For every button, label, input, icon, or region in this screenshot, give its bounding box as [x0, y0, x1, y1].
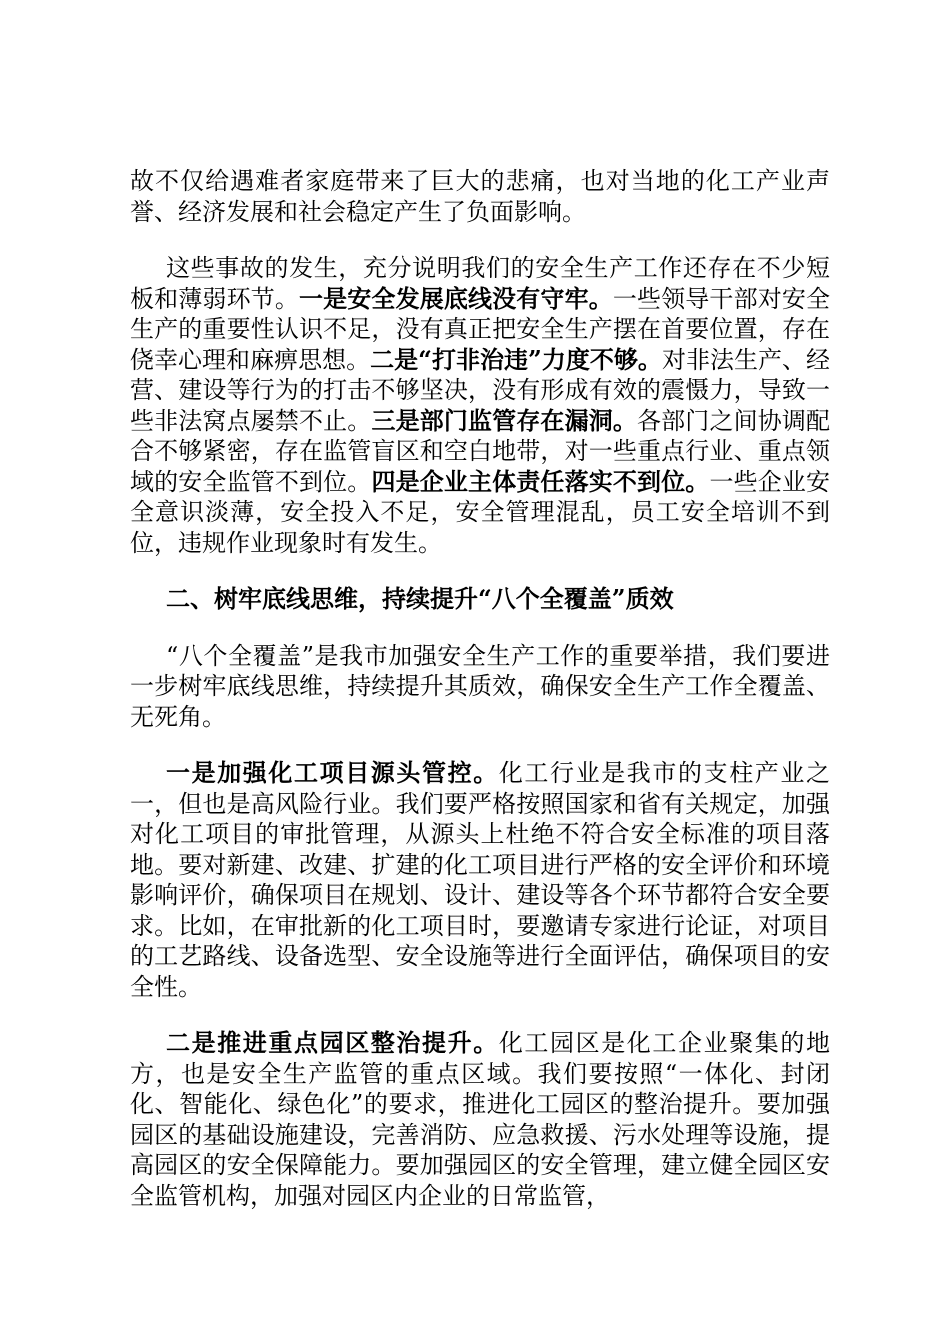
paragraph-4-text: 化工行业是我市的支柱产业之一，但也是高风险行业。我们要严格按照国家和省有关规定，加强对化工项目的审批管理，从源头上杜绝不符合安全标准的项目落地。要对新建、改建、扩建的化工项目进行严格的安全评价和环境影响评价，确保项目在规划、设计、建设等各个环节都符合安全要求。比如，在审批新的化工项目时，要邀请专家进行论证，对项目的工艺路线、设备选型、安全设施等进行全面评估，确保项目的安全性。	[130, 759, 831, 1001]
point-1-text: 一些领导干部对安全生产的重要性认识不足，没有真正把安全生产摆在首要位置，存在侥幸心理和麻痹思想。	[130, 284, 831, 374]
point-3-heading: 三是部门监管存在漏洞。	[371, 405, 638, 435]
point-4-text: 一些企业安全意识淡薄，安全投入不足，安全管理混乱，员工安全培训不到位，违规作业现象时有发生。	[130, 467, 831, 557]
paragraph-3	[130, 641, 830, 733]
point-3-text: 各部门之间协调配合不够紧密，存在监管盲区和空白地带，对一些重点行业、重点领域的安全监管不到位。	[130, 406, 831, 496]
point-2-text: 对非法生产、经营、建设等行为的打击不够坚决，没有形成有效的震慑力，导致一些非法窝点屡禁不止。	[130, 345, 831, 435]
document-page	[130, 166, 830, 1211]
paragraph-1	[130, 166, 830, 227]
point-1-heading: 一是安全发展底线没有守牢。	[299, 283, 613, 313]
paragraph-2-intro: 这些事故的发生，充分说明我们的安全生产工作还存在不少短板和薄弱环节。	[130, 254, 830, 313]
paragraph-4-heading: 一是加强化工项目源头管控。	[166, 758, 499, 787]
paragraph-5-text: 化工园区是化工企业聚集的地方，也是安全生产监管的重点区域。我们要按照“一体化、封闭化、智能化、绿色化”的要求，推进化工园区的整治提升。要加强园区的基础设施建设，完善消防、应急救援、污水处理等设施，提高园区的安全保障能力。要加强园区的安全管理，建立健全园区安全监管机构，加强对园区内企业的日常监管，	[130, 1029, 831, 1210]
paragraph-1-text: 故不仅给遇难者家庭带来了巨大的悲痛，也对当地的化工产业声誉、经济发展和社会稳定产生了负面影响。	[130, 167, 830, 226]
section-heading-2: 二、树牢底线思维，持续提升“八个全覆盖”质效	[166, 584, 674, 613]
paragraph-2	[130, 253, 830, 558]
paragraph-4	[130, 758, 830, 1002]
point-2-heading: 二是“打非治违”力度不够。	[370, 344, 662, 374]
point-4-heading: 四是企业主体责任落实不到位。	[371, 466, 710, 496]
paragraph-5	[130, 1028, 830, 1211]
paragraph-3-text: “八个全覆盖”是我市加强安全生产工作的重要举措，我们要进一步树牢底线思维，持续提升其质效，确保安全生产工作全覆盖、无死角。	[130, 641, 830, 731]
paragraph-5-heading: 二是推进重点园区整治提升。	[166, 1028, 499, 1057]
